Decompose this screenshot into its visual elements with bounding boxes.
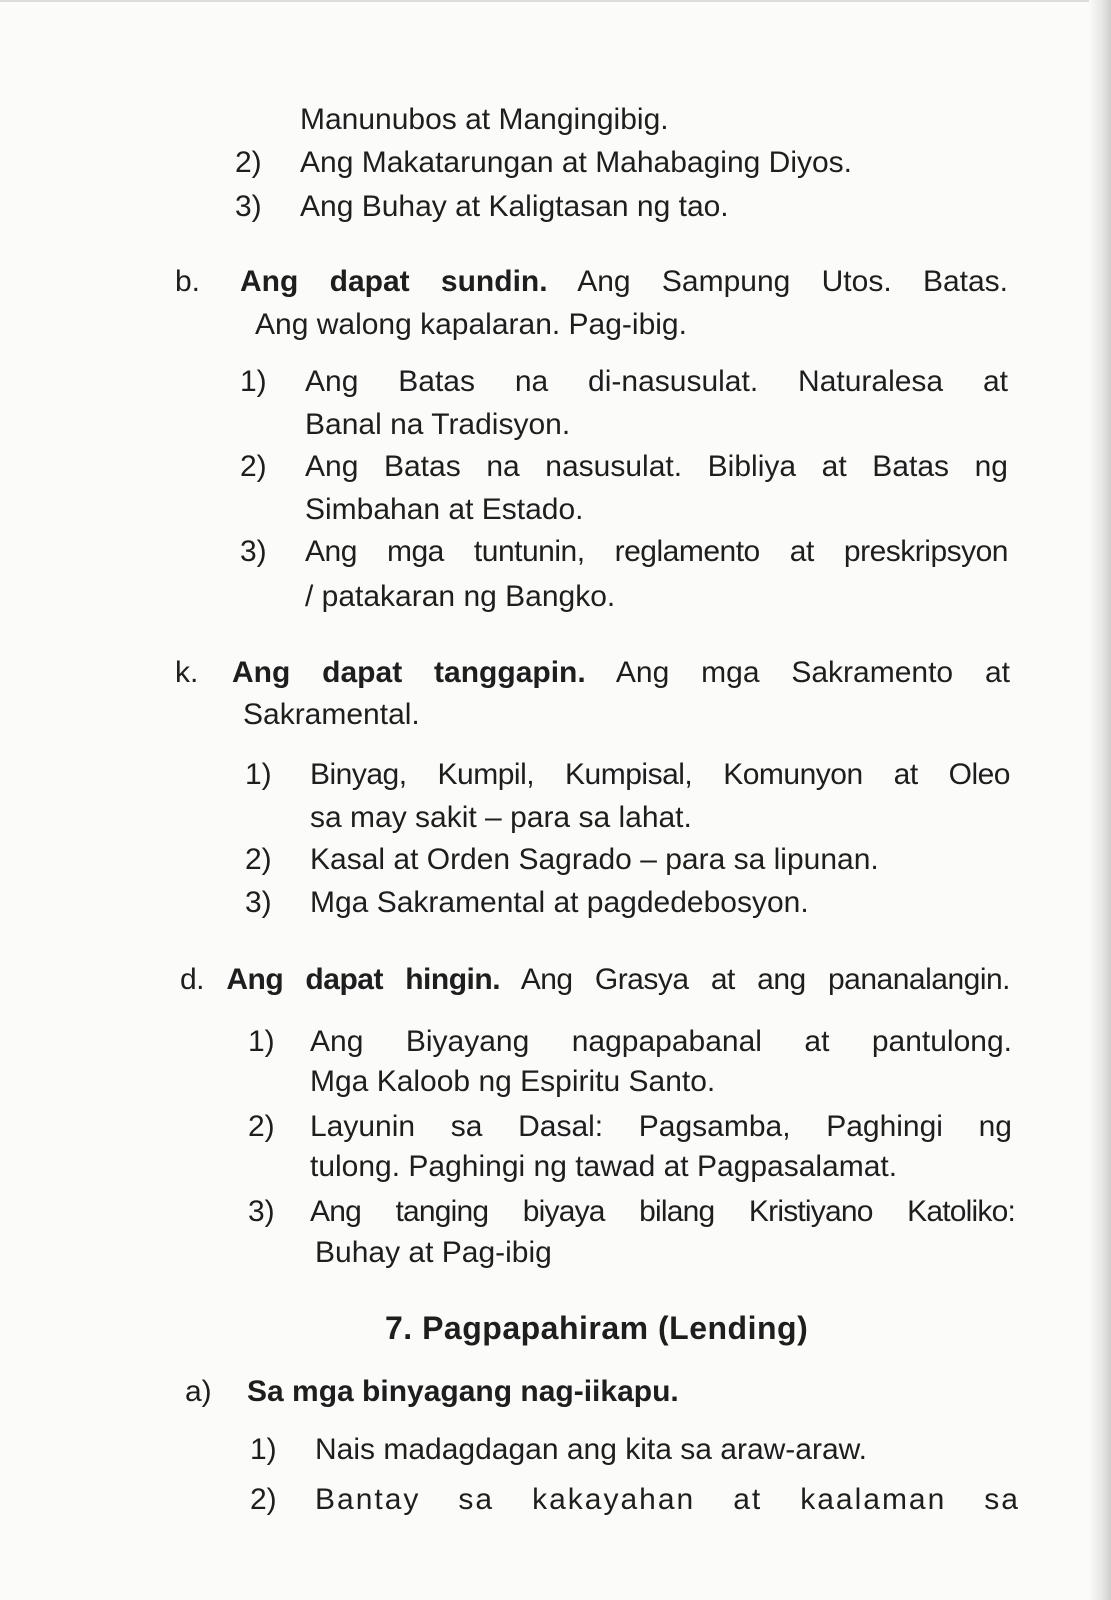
item-text: Ang Buhay at Kaligtasan ng tao. [300,190,729,223]
item-number: 3) [248,1195,275,1228]
section-text: Ang mga Sakramento at [615,656,1010,689]
item-number: 2) [235,146,262,179]
item-text: Mga Kaloob ng Espiritu Santo. [310,1065,716,1098]
section-title: Ang dapat tanggapin. [232,656,586,689]
item-text: Simbahan at Estado. [305,493,584,526]
item-text: Mga Sakramental at pagdedebosyon. [310,886,809,919]
item-text: Banal na Tradisyon. [305,408,571,441]
section-title: Ang dapat hingin. [226,963,501,996]
section-title: Sa mga binyagang nag-iikapu. [247,1375,679,1408]
item-text: Ang Batas na di-nasusulat. Naturalesa at [305,365,1008,398]
item-number: 2) [240,450,267,483]
section-text: Ang Grasya at ang pananalangin. [520,963,1010,996]
item-text: sa may sakit – para sa lahat. [310,801,692,834]
item-text: Nais madagdagan ang kita sa araw-araw. [315,1433,867,1466]
item-text: Layunin sa Dasal: Pagsamba, Paghingi ng [310,1110,1012,1143]
item-text: Ang tanging biyaya bilang Kristiyano Katoliko: [310,1195,1015,1228]
item-text: Ang Batas na nasusulat. Bibliya at Batas ng [305,450,1008,483]
section-text: Sakramental. [243,698,420,731]
item-number: 1) [245,758,272,791]
chapter-heading: 7. Pagpapahiram (Lending) [385,1310,809,1346]
section-letter: b. [175,265,201,298]
section-heading-line [180,960,1010,1000]
item-text: tulong. Paghingi ng tawad at Pagpasalamat. [310,1150,898,1183]
section-title: Ang dapat sundin. [240,265,548,298]
item-text: Ang mga tuntunin, reglamento at preskripsyon [305,535,1008,568]
section-text: Ang Sampung Utos. Batas. [577,265,1009,298]
scan-top-edge [0,0,1111,2]
item-text: Kasal at Orden Sagrado – para sa lipunan. [310,843,879,876]
section-text: Ang walong kapalaran. Pag-ibig. [255,308,687,341]
section-heading-line [240,262,1008,302]
item-number: 3) [235,190,262,223]
item-number: 2) [250,1483,277,1516]
item-number: 1) [250,1433,277,1466]
item-number: 3) [245,886,272,919]
item-text: Ang Biyayang nagpapabanal at pantulong. [310,1025,1012,1058]
scan-right-edge [1089,0,1111,1600]
continued-line: Manunubos at Mangingibig. [300,103,669,136]
section-letter: a) [185,1375,212,1408]
section-letter: d. [180,963,205,996]
item-text: / patakaran ng Bangko. [305,580,616,613]
item-text: Ang Makatarungan at Mahabaging Diyos. [300,146,853,179]
item-number: 3) [240,535,267,568]
item-text: Buhay at Pag-ibig [315,1236,552,1269]
item-text: Binyag, Kumpil, Kumpisal, Komunyon at Oleo [310,758,1010,791]
section-heading-line [232,653,1010,693]
section-letter: k. [175,656,199,689]
item-text: Bantay sa kakayahan at kaalaman sa [315,1483,1020,1516]
item-number: 2) [248,1110,275,1143]
item-number: 1) [240,365,267,398]
item-number: 1) [248,1025,275,1058]
item-number: 2) [245,843,272,876]
